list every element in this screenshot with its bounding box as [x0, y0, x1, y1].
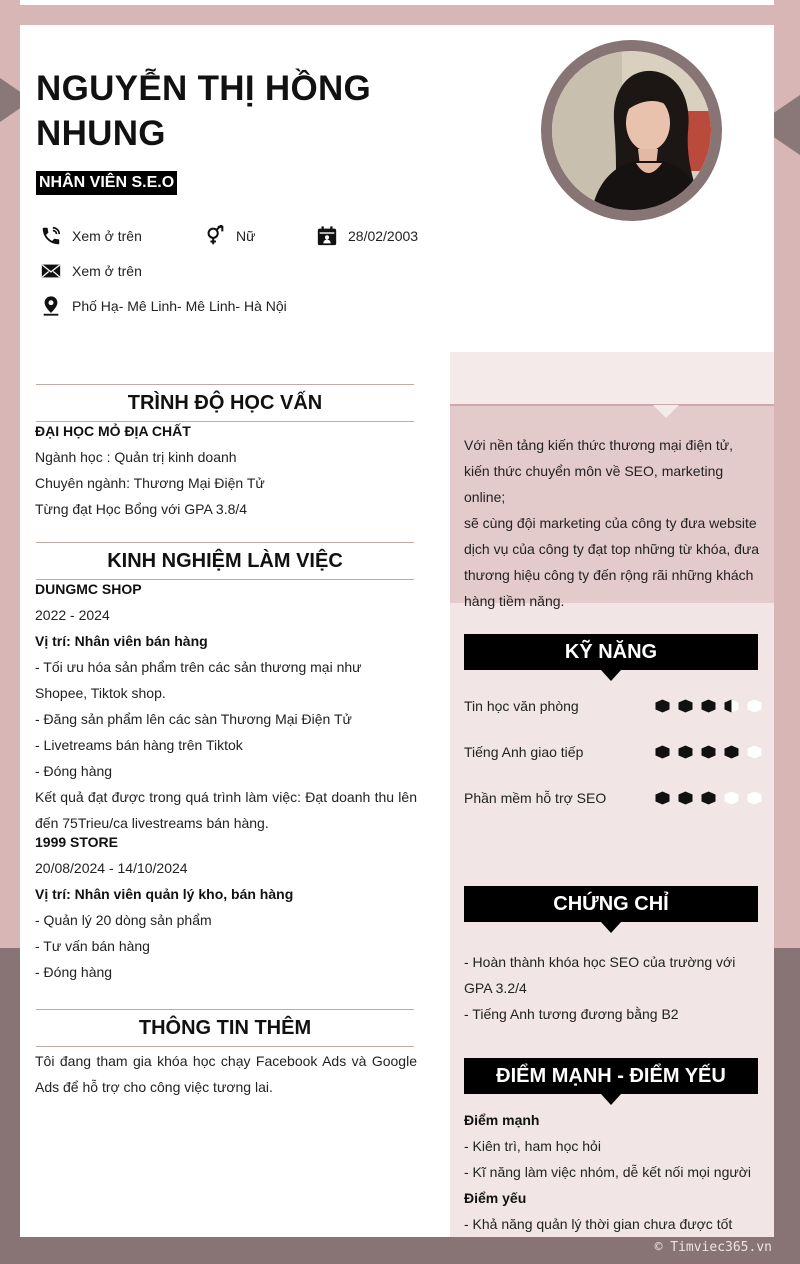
job-result: Kết quả đạt được trong quá trình làm việc: Đạt doanh thu lên đến 75Trieu/ca livestreams bán hàng. — [35, 789, 417, 831]
certificates-heading-text: CHỨNG CHỈ — [553, 893, 669, 915]
job-line: - Đăng sản phẩm lên các sàn Thương Mại Điện Tử — [35, 711, 352, 727]
rating-dot — [701, 791, 716, 805]
education-section — [35, 418, 417, 522]
skill-row — [464, 694, 762, 718]
contact-gender — [204, 225, 255, 247]
skill-rating — [655, 699, 762, 713]
experience-job-2 — [35, 829, 417, 985]
dob-value: 28/02/2003 — [348, 228, 419, 244]
skills-heading-text: KỸ NĂNG — [564, 641, 658, 663]
career-summary — [464, 432, 762, 614]
contact-phone — [40, 225, 142, 247]
skill-row — [464, 786, 762, 810]
gender-value: Nữ — [236, 228, 256, 244]
rating-dot — [655, 699, 670, 713]
heading-arrow — [601, 1094, 621, 1105]
gender-icon — [204, 225, 226, 247]
additional-text: Tôi đang tham gia khóa học chạy Facebook Ads và Google Ads để hỗ trợ cho công việc tương lai. — [35, 1053, 417, 1095]
weakness-title: Điểm yếu — [464, 1190, 527, 1206]
phone-value: Xem ở trên — [72, 228, 142, 244]
rating-dot — [701, 745, 716, 759]
certificates-section — [464, 949, 762, 1027]
rating-dot — [747, 699, 762, 713]
phone-icon — [40, 225, 62, 247]
strength-item: - Kiên trì, ham học hỏi — [464, 1138, 601, 1154]
skill-rating — [655, 791, 762, 805]
location-icon — [40, 295, 62, 317]
rating-dot — [747, 745, 762, 759]
skill-row — [464, 740, 762, 764]
education-heading: TRÌNH ĐỘ HỌC VẤN — [36, 384, 414, 422]
job-title-badge: NHÂN VIÊN S.E.O — [36, 171, 177, 195]
contact-address — [40, 295, 287, 317]
heading-arrow — [601, 922, 621, 933]
rating-dot — [724, 791, 739, 805]
avatar — [552, 51, 711, 210]
side-panel-divider — [450, 404, 774, 406]
strength-item: - Kĩ năng làm việc nhóm, dễ kết nối mọi người — [464, 1164, 752, 1180]
job-position: Vị trí: Nhân viên bán hàng — [35, 633, 208, 649]
certificate-item: - Hoàn thành khóa học SEO của trường với GPA 3.2/4 — [464, 954, 736, 996]
education-major: Ngành học : Quản trị kinh doanh — [35, 449, 237, 465]
education-scholarship: Từng đạt Học Bổng với GPA 3.8/4 — [35, 501, 248, 517]
skill-rating — [655, 745, 762, 759]
email-value: Xem ở trên — [72, 263, 142, 279]
rating-dot — [678, 699, 693, 713]
rating-dot — [747, 791, 762, 805]
job-company: 1999 STORE — [35, 834, 119, 850]
additional-heading: THÔNG TIN THÊM — [36, 1009, 414, 1047]
skill-label: Tin học văn phòng — [464, 698, 579, 714]
job-period: 20/08/2024 - 14/10/2024 — [35, 860, 188, 876]
contact-email — [40, 260, 142, 282]
experience-heading: KINH NGHIỆM LÀM VIỆC — [36, 542, 414, 580]
job-line: - Đóng hàng — [35, 763, 113, 779]
weakness-item: - Khả năng quản lý thời gian chưa được tốt — [464, 1216, 733, 1232]
job-position: Vị trí: Nhân viên quản lý kho, bán hàng — [35, 886, 294, 902]
side-panel-top — [450, 352, 774, 404]
strengths-section — [464, 1107, 762, 1237]
summary-line: Với nền tảng kiến thức thương mại điện tử, kiến thức chuyển môn về SEO, marketing online; — [464, 437, 734, 505]
summary-line: sẽ cùng đội marketing của công ty đưa website dịch vụ của công ty đạt top những từ khóa, đưa thương hiệu công ty đến rộng rãi những khách hàng tiềm năng. — [464, 515, 760, 609]
candidate-name: NGUYỄN THỊ HỒNG NHUNG — [36, 69, 372, 153]
rating-dot — [678, 791, 693, 805]
job-line: - Quản lý 20 dòng sản phẩm — [35, 912, 212, 928]
job-line: - Tư vấn bán hàng — [35, 938, 150, 954]
summary-notch — [653, 405, 679, 418]
rating-dot — [678, 745, 693, 759]
education-school: ĐẠI HỌC MỎ ĐỊA CHẤT — [35, 423, 191, 439]
contact-dob — [316, 225, 418, 247]
calendar-icon — [316, 225, 338, 247]
top-strip — [20, 0, 774, 5]
avatar-photo — [552, 51, 711, 210]
education-specialization: Chuyên ngành: Thương Mại Điện Tử — [35, 475, 265, 491]
job-line: - Đóng hàng — [35, 964, 113, 980]
job-company: DUNGMC SHOP — [35, 581, 142, 597]
experience-job-1 — [35, 576, 417, 836]
rating-dot — [724, 699, 739, 713]
skill-label: Tiếng Anh giao tiếp — [464, 744, 584, 760]
rating-dot — [724, 745, 739, 759]
certificates-heading — [464, 886, 758, 922]
watermark: © Timviec365.vn — [654, 1240, 772, 1255]
job-line: - Tối ưu hóa sản phẩm trên các sản thương mại như Shopee, Tiktok shop. — [35, 659, 362, 701]
rating-dot — [701, 699, 716, 713]
rating-dot — [655, 791, 670, 805]
address-value: Phố Hạ- Mê Linh- Mê Linh- Hà Nội — [72, 298, 287, 314]
heading-arrow — [601, 670, 621, 681]
certificate-item: - Tiếng Anh tương đương bằng B2 — [464, 1006, 679, 1022]
rating-dot — [655, 745, 670, 759]
skills-heading — [464, 634, 758, 670]
job-line: - Livetreams bán hàng trên Tiktok — [35, 737, 243, 753]
strength-title: Điểm mạnh — [464, 1112, 540, 1128]
job-period: 2022 - 2024 — [35, 607, 110, 623]
strengths-heading-text: ĐIỂM MẠNH - ĐIỂM YẾU — [496, 1065, 726, 1087]
mail-icon — [40, 260, 62, 282]
skill-label: Phần mềm hỗ trợ SEO — [464, 790, 607, 806]
strengths-heading — [464, 1058, 758, 1094]
